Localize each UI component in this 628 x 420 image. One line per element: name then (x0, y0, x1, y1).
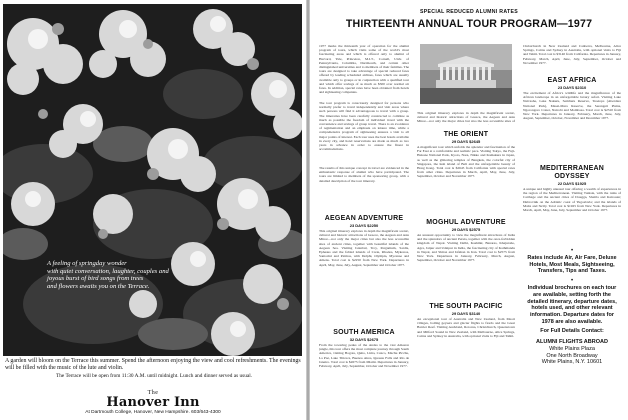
tour-orient (417, 131, 515, 211)
kicker: SPECIAL REDUCED ALUMNI RATES (420, 9, 518, 15)
intro-paragraph: The tour program is consciously designed for persons who normally prefer to travel independently and visit areas where such persons will find it advantageous to travel with a group. The itineraries have been carefully constructed to combine as much as possible the freedom of individual travel with the convenience and savings of group travel. There is an avoidance of regimentation and an emphasis on leisure time, while a comprehensive program of sightseeing ensures a visit to all major points of interest. Each tour uses the best hotels available in every city, and hotel reservations are made as much as two years in advance in order to ensure the finest in accommodations. (319, 101, 409, 152)
tour-days-price: 22 DAYS $1925 (557, 181, 587, 186)
tour-south-pacific (417, 303, 515, 367)
contact-address-line: White Plains, N.Y. 10601 (541, 359, 603, 366)
caption-line: with quiet conversation, laughter, couples and (47, 267, 169, 275)
intro-paragraph: The results of this unique concept in travel are evidenced in the enthusiastic response of alumni who have participated. The tours are limited to members of the sponsoring group, with a detailed description of the tour itinerary. (319, 166, 409, 183)
tour-title: THE ORIENT (443, 131, 489, 138)
geranium-photo (3, 4, 302, 356)
bullet-separator: • (570, 248, 574, 254)
bullet-separator: • (570, 278, 574, 285)
tour-days-price: 23 DAYS $2250 (349, 223, 379, 228)
photo-caption (47, 260, 217, 290)
tour-description: An exceptional tour of Australia and New Zealand, from Maori villages, boiling geysers and glacier flights to fiords and the Great Barrier Reef. Visiting Auckland, Rotorua, Christchurch, Queenstown and Milford Sound in New Zealand, with Melbourne, Alice Springs, Cairns and Sydney in Australia, with optional visits to Fiji and Tahiti. (417, 317, 515, 338)
intro-paragraph: 1977 marks the thirteenth year of operation for the alumni program of tours, which visits some of the world's most fascinating areas and which is offered only to alumni of Harvard, Yale, Princeton, M.I.T., Cornell, Univ. of Pennsylvania, Columbia, Dartmouth, and certain other distinguished universities and to members of their families. The tours are designed to take advantage of special reduced fares offered by leading scheduled airlines, fares which are usually available only to groups or in conjunction with a qualified tour and which offer savings of as much as $500 over normal air fares. In addition, special rates have been obtained from hotels and sightseeing companies. (319, 44, 409, 95)
brochure-line: detailed itinerary, departure dates, (527, 298, 617, 305)
tour-description: From the towering peaks of the Andes to the vast Amazon jungle, this tour offers the most complete journey through South America, visiting Bogota, Quito, Lima, Cuzco, Machu Picchu, La Paz, Lake Titicaca, Buenos Aires, Iguassu Falls and Rio de Janeiro. Total cost is $2675 from Miami. Departures in January, February, April, July, September, October and November 1977. (319, 343, 409, 369)
tour-title: THE SOUTH PACIFIC (429, 303, 503, 310)
tour-title: AEGEAN ADVENTURE (324, 215, 404, 222)
column-1 (319, 44, 409, 387)
brochure-note (523, 285, 621, 325)
south-pacific-continued: Christchurch in New Zealand and Canberra, Melbourne, Alice Springs, Cairns and Sydney in Australia, with optional visits to Fiji and Tahiti. Total cost is $3140 from California. Departures in January, February, March, April, June, July, September, October and November 1977. (523, 44, 621, 65)
column-2 (417, 44, 515, 367)
rates-line: Hotels, Most Meals, Sightseeing, (529, 261, 615, 268)
contact-address-line: One North Broadway (546, 352, 598, 359)
geranium-flowers-image (3, 4, 302, 356)
tour-days-price: 32 DAYS $2675 (349, 337, 379, 342)
caption-line: A feeling of springday wonder (47, 260, 127, 267)
tour-title: SOUTH AMERICA (333, 329, 395, 336)
rates-line: Rates include Air, Air Fare, Deluxe (527, 255, 617, 261)
tour-description: A unique and highly unusual tour offering a wealth of experiences in the region of the Mediterranean. Visiting Tunisia, with the ruins of Carthage and the ancient cities of Dougga, Sbeitla and Kairouan; Dubrovnik on the Adriatic coast of Yugoslavia; and the islands of Malta and Sicily. Total cost is $1925 from New York. Departures in March, April, May, June, July, September and October 1977. (523, 187, 621, 213)
rates-line: Transfers, Tips and Taxes. (537, 268, 607, 275)
logo-the: The (147, 390, 159, 396)
brochure-line: information. Departure dates for (529, 311, 615, 318)
ad-body-text (5, 358, 303, 380)
tour-mediterranean (523, 165, 621, 245)
brochure-line: 1978 are also available. (541, 318, 603, 325)
ad-body: A garden will bloom on the Terrace this summer. Spend the afternoon enjoying the view and cool refreshments. The evenings will be filled with the music of the lute and violin. (5, 358, 301, 372)
caption-line: joyous burst of bird songs from trees (47, 275, 144, 283)
contact-block (523, 339, 621, 365)
column-3 (523, 44, 621, 366)
tour-moghul (417, 219, 515, 295)
tour-title: MEDITERRANEAN ODYSSEY (539, 165, 605, 180)
left-page (0, 0, 306, 420)
tour-title: MOGHUL ADVENTURE (426, 219, 506, 226)
brochure-line: Individual brochures on each tour (527, 285, 617, 292)
tour-description: This original itinerary explores in depth the magnificent scenic, cultural and historic attractions of Greece, the Aegean and Asia Minor—not only the major cities but also the less accessible sites of ancient cities, together with beautiful islands of the Aegean Sea. Visiting Istanbul, Troy, Pergamum, Sardis, Ephesus and the fabled islands of Crete, Rhodes, Mykonos, Santorini and Patmos, with Delphi, Olympia, Mycenae and Athens. Total cost is $2250 from New York. Departures in April, May, June, July, August, September and October 1977. (319, 229, 409, 267)
tour-description: A magnificent tour which unfolds the splendor and fascination of the Far East at a comfortable and realistic pace. Visiting Tokyo, the Fuji-Hakone National Park, Kyoto, Nara, Nikko and Kamakura in Japan, as well as the glittering temples of Bangkok, the colorful city of Singapore, the lush island of Bali and the unforgettable beauty of Hong Kong. Total cost is $2645 from California with special rates from other cities. Departures in March, April, May, June, July, September, October and November 1977. (417, 145, 515, 179)
inn-address: At Dartmouth College, Hanover, New Hampshire. 603/643-4300 (85, 410, 221, 415)
right-page (310, 0, 628, 420)
tour-days-price: 29 DAYS $2645 (451, 139, 481, 144)
rates-include (523, 255, 621, 275)
tour-east-africa (523, 77, 621, 157)
parthenon-photo (420, 44, 512, 104)
tour-description: The excitement of Africa's wildlife and the magnificence of the African landscape in an unforgettable luxury safari. Visiting Lake Naivasha, Lake Nakuru, Samburu Reserve, Treetops (Aberdare National Park), Masai-Mara Reserve, the Serengeti Plains, Ngorongoro Crater, Nairobi and Mombasa. Total cost is $2310 from New York. Departures in January, February, March, June, July, August, September, October, November and December 1977. (523, 91, 621, 121)
contact-intro: For Full Details Contact: (540, 328, 604, 335)
logo-name: Hanover Inn (106, 395, 200, 410)
tour-aegean (319, 215, 409, 321)
brochure-line: are available, setting forth the (533, 291, 611, 298)
page-title: THIRTEENTH ANNUAL TOUR PROGRAM—1977 (345, 18, 593, 30)
aegean-continued: This original itinerary explores in depth the magnificent scenic, cultural and historic attractions of Greece, the Aegean and Asia Minor—not only the major cities but also the less accessible sites of (417, 111, 515, 124)
tour-days-price: 29 DAYS $2575 (451, 227, 481, 232)
tour-days-price: 23 DAYS $2310 (557, 85, 587, 90)
caption-line: and flowers awaits you on the Terrace. (47, 282, 150, 290)
tour-description: An unusual opportunity to view the magnificent attractions of India and the splendors of ancient Persia, together with the once-forbidden kingdom of Nepal. Visiting Delhi, Kashmir, Banaras, Khajuraho, Agra, Jaipur and Udaipur in India, the fascinating city of Kathmandu in Nepal, and Shiraz and Isfahan in Iran. Total cost is $2575 from New York. Departures in January, February, March, August, September, October and November 1977. (417, 233, 515, 263)
tour-title: EAST AFRICA (547, 77, 597, 84)
brochure-line: hotels used, and other relevant (531, 305, 613, 312)
hanover-inn-logo (0, 390, 306, 416)
tour-days-price: 29 DAYS $3140 (451, 311, 481, 316)
tour-south-america (319, 329, 409, 387)
contact-org: ALUMNI FLIGHTS ABROAD (536, 339, 608, 346)
contact-address-line: White Plains Plaza (549, 345, 595, 352)
ad-hours: The Terrace will be open from 11:30 A.M. until midnight. Lunch and dinner served as usual. (55, 372, 252, 379)
